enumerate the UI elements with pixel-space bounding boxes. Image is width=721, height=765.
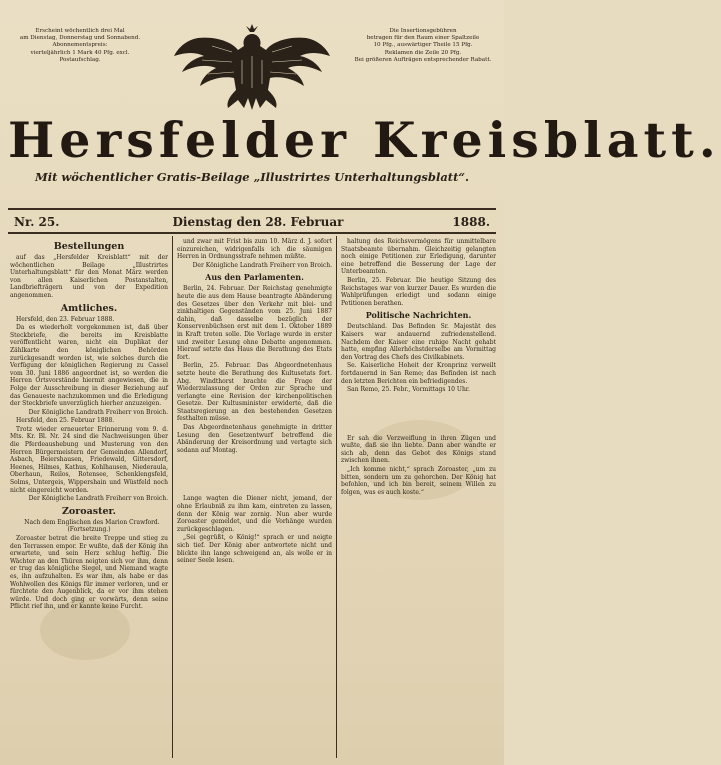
official-text: und zwar mit Frist bis zum 10. März d. J. sofort einzureichen, widrigenfalls ich die säumigen Herren in Ordnungsstrafe nehmen müßte. [177,238,332,261]
subscription-line: am Dienstag, Donnerstag und Sonnabend. [19,35,141,42]
official-text: Trotz wieder erneuerter Erinnerung vom 9. d. Mts. Kr. Bl. Nr. 24 sind die Nachweisungen über die Pferdeaushebung und Musterung von den Herren Bürgermeistern der Gemeinden Allendorf, Asbach, Beiershausen, Friedewald, Gittersdorf, Heenes, Hilmes, Kathus, Kohlhausen, Niederaula, Oberhaun, Reilos, Rotensee, Schenklengsfeld, Solms, Untergeis, Wippershain und Wüstfeld noch nicht eingereicht worden. [10,425,168,494]
dateline [8,213,496,231]
subscription-line: Postaufschlag. [59,56,101,63]
official-signature: Der Königliche Landrath Freiherr von Broich. [192,261,332,269]
column-2 [177,238,332,758]
parliament-text: haltung des Reichsvermögens für unmittelbare Staatsbeamte übernahm. Gleichzeitig gelangten noch einige Petitionen zur Erledigung, darunter eine betreffend die Besserung der Lage der Unterbeamten. [341,238,496,276]
issue-number: Nr. 25. [14,215,60,229]
novel-heading: Zoroaster. [62,505,116,517]
official-signature: Der Königliche Landrath Freiherr von Broich. [28,495,168,503]
orders-heading: Bestellungen [53,241,125,252]
subscription-line: Erscheint wöchentlich drei Mal [35,28,125,34]
novel-text: „Sei gegrüßt, o König!“ sprach er und neigte sich tief. Der König aber antwortete nicht und blickte ihn lange schweigend an, als wolle er in seiner Seele lesen. [177,534,332,565]
column-3 [341,238,496,758]
novel-text: Zoroaster betrat die breite Treppe und stieg zu den Terrassen empor. Er wußte, daß der König ihn erwartete, und sein Herz schlug heftig. Die Wächter an den Thüren neigten sich vor ihm, denn er trug das königliche Siegel, und Niemand wagte es, ihn aufzuhalten. Es war ihm, als habe er das Wohlwollen des Königs für immer verloren, und er fürchtete den Augenblick, da er vor ihm stehen würde. Und doch ging er vorwärts, denn seine Pflicht rief ihn, und er kannte keine Furcht. [10,535,168,611]
novel-text: Er sah die Verzweiflung in ihren Zügen und wußte, daß sie ihn liebte. Dann aber wandte er sich ab, denn das Gebot des Königs stand zwischen ihnen. [341,434,496,465]
subscription-line: vierteljährlich 1 Mark 40 Pfg. excl. [30,49,130,56]
rates-line: Reklamen die Zeile 20 Pfg. [384,49,462,56]
parliament-text: Berlin, 25. Februar. Die heutige Sitzung des Reichstages war von kurzer Dauer. Es wurden die Wahlprüfungen erledigt und sodann einige Petitionen berathen. [341,276,496,307]
novel-text: Lange wagten die Diener nicht, jemand, der ohne Erlaubniß zu ihm kam, eintreten zu lassen, denn der König war zornig. Nun aber wurde Zoroaster gemeldet, und die Vorhänge wurden zurückgeschlagen. [177,495,332,533]
eagle-emblem [172,20,332,112]
column-1 [10,238,168,758]
masthead-subtitle: Mit wöchentlicher Gratis-Beilage „Illustrirtes Unterhaltungsblatt“. [34,170,470,184]
subscription-line: Abonnementspreis: [52,42,108,49]
parliament-heading: Aus den Parlamenten. [205,272,304,283]
official-heading: Amtliches. [60,302,118,314]
rates-line: 10 Pfg., auswärtiger Theile 15 Pfg. [373,42,473,49]
parliament-text: Das Abgeordnetenhaus genehmigte in dritter Lesung den Gesetzentwurf betreffend die Abänderung der Kreisordnung und vertagte sich sodann auf Montag. [177,424,332,454]
official-date: Hersfeld, den 23. Februar 1888. [16,315,115,323]
orders-text: auf das „Hersfelder Kreisblatt“ mit der wöchentlichen Beilage „Illustrirtes Unterhaltungsblatt“ für den Monat März werden von allen Kaiserlichen Postanstalten, Landbriefträgern und von der Expedition angenommen. [10,254,168,299]
issue-year: 1888. [452,215,490,229]
politics-text: San Remo, 25. Febr., Vormittags 10 Uhr. [347,386,470,394]
novel-subtitle: Nach dem Englischen des Marion Crawford. (Fortsetzung.) [24,518,160,534]
rates-line: Die Insertionsgebühren [389,28,457,34]
rates-line: Bei größeren Aufträgen entsprechender Rabatt. [354,56,492,63]
politics-text: Se. Kaiserliche Hoheit der Kronprinz verweilt fortdauernd in San Remo; das Befinden ist nach den letzten Berichten ein befriedigendes. [341,362,496,385]
official-signature: Der Königliche Landrath Freiherr von Broich. [28,408,168,416]
issue-date: Dienstag den 28. Februar [172,215,344,229]
advertising-rates [350,28,496,64]
parliament-text: Berlin, 24. Februar. Der Reichstag genehmigte heute die aus dem Hause beantragte Abänderung des Gesetzes über den Verkehr mit blei- und zinkhaltigen Gegenständen vom 25. Juni 1887 dahin, daß dasselbe bezüglich der Konservenbüchsen erst mit dem 1. Oktober 1889 in Kraft treten solle. Die Vorlage wurde in erster und zweiter Lesung ohne Debatte angenommen. Hierauf setzte das Haus die Berathung des Etats fort. [177,285,332,361]
divider [8,232,496,234]
parliament-text: Berlin, 25. Februar. Das Abgeordnetenhaus setzte heute die Berathung des Kultusetats fort. Abg. Windthorst brachte die Frage der Wiederzulassung der Orden zur Sprache und verlangte eine Revision der kirchenpolitischen Gesetze. Der Kultusminister erwiderte, daß die Staatsregierung an den bestehenden Gesetzen festhalten müsse. [177,362,332,423]
divider [8,208,496,210]
column-rule [336,236,337,758]
column-rule [172,236,173,758]
official-text: Da es wiederholt vorgekommen ist, daß über Steckbriefe, die bereits im Kreisblatte veröffentlicht waren, nicht ein Duplikat der Zählkarte den königlichen Behörden zurückgesandt worden ist, wie solches durch die Verfügung der königlichen Regierung zu Cassel vom 30. Juni 1886 angeordnet ist, so werden die Herren Ortsvorstände hiermit angewiesen, die in Folge der Ausschreibung in dieser Beziehung auf das Genaueste nachzukommen und die Erledigung der Steckbriefe unverzüglich hierher anzuzeigen. [10,324,168,408]
rates-line: betragen für den Raum einer Spaltzeile [366,35,480,42]
politics-text: Deutschland. Das Befinden Sr. Majestät des Kaisers war andauernd zufriedenstellend. Nachdem der Kaiser eine ruhige Nacht gehabt hatte, empfing Allerhöchstderselbe am Vormittag den Vortrag des Chefs des Civilkabinets. [341,323,496,361]
official-date: Hersfeld, den 25. Februar 1888. [16,417,115,425]
subscription-info [10,28,150,64]
masthead-title: Hersfelder Kreisblatt. [8,111,721,169]
novel-text: „Ich komme nicht,“ sprach Zoroaster, „um zu bitten, sondern um zu gehorchen. Der König hat befohlen, und ich bin bereit, seinem Willen zu folgen, was es auch koste.“ [341,466,496,496]
politics-heading: Politische Nachrichten. [365,310,472,321]
